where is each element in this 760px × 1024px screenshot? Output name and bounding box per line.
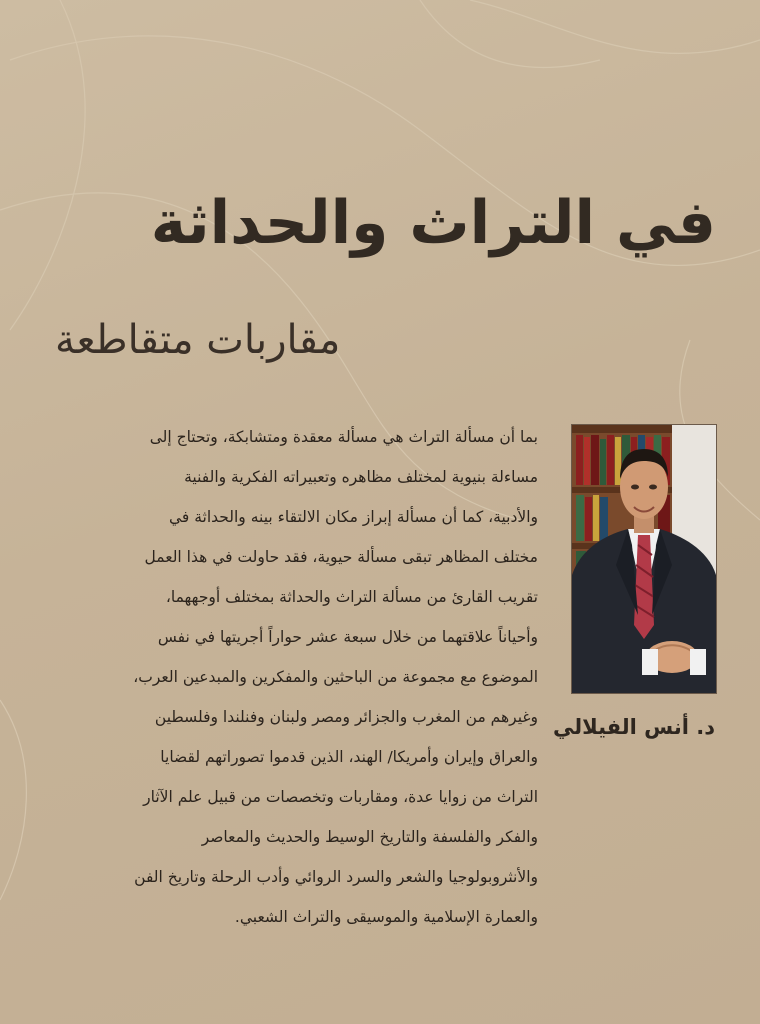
author-name: د. أنس الفيلالي — [553, 715, 715, 739]
body-line: والأنثروبولوجيا والشعر والسرد الروائي وأدب الرحلة وتاريخ الفن — [134, 868, 538, 886]
body-line: والأدبية، كما أن مسألة إبراز مكان الالتقاء بينه والحداثة في — [168, 508, 538, 526]
body-line: مختلف المظاهر تبقى مسألة حيوية، فقد حاولت في هذا العمل — [144, 548, 538, 566]
body-line: والعمارة الإسلامية والموسيقى والتراث الشعبي. — [234, 908, 538, 926]
body-line: التراث من زوايا عدة، ومقاربات وتخصصات من قبيل علم الآثار — [143, 788, 538, 806]
body-line: الموضوع مع مجموعة من الباحثين والمفكرين والمبدعين العرب، — [133, 668, 538, 686]
body-line: بما أن مسألة التراث هي مسألة معقدة ومتشابكة، وتحتاج إلى — [149, 428, 538, 446]
body-line: والعراق وإيران وأمريكا/ الهند، الذين قدموا تصوراتهم لقضايا — [160, 748, 538, 766]
body-line: وأحياناً علاقتهما من خلال سبعة عشر حواراً أجريتها في نفس — [157, 628, 538, 646]
body-line: تقريب القارئ من مسألة التراث والحداثة بمختلف أوجههما، — [165, 588, 538, 606]
book-subtitle: مقاربات متقاطعة — [55, 317, 341, 363]
author-photo — [571, 424, 717, 694]
body-line: مساءلة بنيوية لمختلف مظاهره وتعبيراته الفكرية والفنية — [184, 468, 538, 486]
body-line: وغيرهم من المغرب والجزائر ومصر ولبنان وفنلندا وفلسطين — [154, 708, 538, 726]
body-line: والفكر والفلسفة والتاريخ الوسيط والحديث والمعاصر — [201, 828, 538, 846]
book-title: في التراث والحداثة — [150, 188, 716, 258]
